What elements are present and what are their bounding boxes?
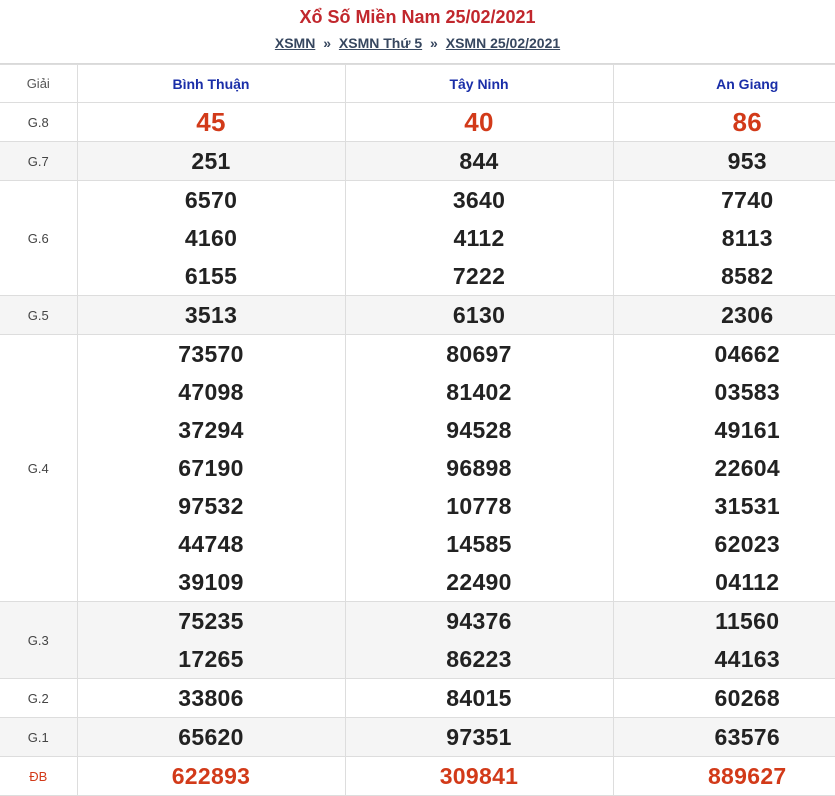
prize-row xyxy=(0,335,835,602)
lottery-number: 04112 xyxy=(614,563,835,601)
lottery-number: 94376 xyxy=(346,602,613,640)
breadcrumb xyxy=(0,34,835,52)
results-table xyxy=(0,64,835,796)
prize-cell xyxy=(345,679,613,718)
prize-cell xyxy=(345,103,613,142)
breadcrumb-xsmn-thu5[interactable]: XSMN Thứ 5 xyxy=(339,35,422,51)
prize-label: G.6 xyxy=(0,181,77,296)
prize-cell xyxy=(613,757,835,796)
lottery-number: 96898 xyxy=(346,449,613,487)
lottery-number: 14585 xyxy=(346,525,613,563)
lottery-number: 75235 xyxy=(78,602,345,640)
lottery-number: 4112 xyxy=(346,219,613,257)
lottery-number: 03583 xyxy=(614,373,835,411)
lottery-number: 49161 xyxy=(614,411,835,449)
prize-cell xyxy=(345,335,613,602)
lottery-number: 65620 xyxy=(78,718,345,756)
prize-cell xyxy=(613,142,835,181)
lottery-number: 844 xyxy=(346,142,613,180)
lottery-number: 40 xyxy=(346,103,613,141)
lottery-number: 86 xyxy=(614,103,835,141)
prize-row xyxy=(0,296,835,335)
lottery-number: 309841 xyxy=(346,757,613,795)
prize-label: G.3 xyxy=(0,602,77,679)
lottery-number: 4160 xyxy=(78,219,345,257)
prize-cell xyxy=(613,181,835,296)
prize-cell xyxy=(77,602,345,679)
province-header-an-giang[interactable]: An Giang xyxy=(613,65,835,103)
lottery-number: 8582 xyxy=(614,257,835,295)
province-header-tay-ninh[interactable]: Tây Ninh xyxy=(345,65,613,103)
lottery-number: 22604 xyxy=(614,449,835,487)
prize-row xyxy=(0,181,835,296)
prize-cell xyxy=(345,718,613,757)
prize-row xyxy=(0,142,835,181)
lottery-number: 7740 xyxy=(614,181,835,219)
lottery-number: 31531 xyxy=(614,487,835,525)
lottery-number: 3640 xyxy=(346,181,613,219)
lottery-number: 94528 xyxy=(346,411,613,449)
prize-row xyxy=(0,679,835,718)
lottery-number: 67190 xyxy=(78,449,345,487)
lottery-number: 62023 xyxy=(614,525,835,563)
lottery-number: 86223 xyxy=(346,640,613,678)
prize-cell xyxy=(613,103,835,142)
prize-cell xyxy=(77,335,345,602)
prize-cell xyxy=(613,602,835,679)
lottery-number: 81402 xyxy=(346,373,613,411)
lottery-number: 80697 xyxy=(346,335,613,373)
prize-label: G.5 xyxy=(0,296,77,335)
page-title: Xổ Số Miền Nam 25/02/2021 xyxy=(0,0,835,28)
prize-cell xyxy=(345,296,613,335)
breadcrumb-separator: » xyxy=(426,35,442,51)
prize-label: G.1 xyxy=(0,718,77,757)
prize-row xyxy=(0,103,835,142)
lottery-number: 7222 xyxy=(346,257,613,295)
lottery-number: 3513 xyxy=(78,296,345,334)
prize-cell xyxy=(77,181,345,296)
page-header xyxy=(0,0,835,64)
prize-label: ĐB xyxy=(0,757,77,796)
lottery-number: 73570 xyxy=(78,335,345,373)
lottery-number: 97351 xyxy=(346,718,613,756)
lottery-number: 84015 xyxy=(346,679,613,717)
prize-cell xyxy=(77,679,345,718)
lottery-number: 97532 xyxy=(78,487,345,525)
prize-column-header: Giải xyxy=(0,65,77,103)
lottery-number: 889627 xyxy=(614,757,835,795)
lottery-number: 8113 xyxy=(614,219,835,257)
breadcrumb-xsmn[interactable]: XSMN xyxy=(275,35,315,51)
prize-cell xyxy=(613,296,835,335)
lottery-number: 63576 xyxy=(614,718,835,756)
lottery-number: 6570 xyxy=(78,181,345,219)
prize-cell xyxy=(77,757,345,796)
lottery-number: 251 xyxy=(78,142,345,180)
prize-cell xyxy=(345,602,613,679)
lottery-number: 6130 xyxy=(346,296,613,334)
lottery-number: 6155 xyxy=(78,257,345,295)
lottery-number: 2306 xyxy=(614,296,835,334)
lottery-number: 37294 xyxy=(78,411,345,449)
lottery-number: 33806 xyxy=(78,679,345,717)
prize-cell xyxy=(613,679,835,718)
lottery-number: 44748 xyxy=(78,525,345,563)
lottery-number: 622893 xyxy=(78,757,345,795)
lottery-number: 60268 xyxy=(614,679,835,717)
prize-cell xyxy=(345,757,613,796)
prize-label: G.8 xyxy=(0,103,77,142)
prize-cell xyxy=(345,142,613,181)
prize-row xyxy=(0,757,835,796)
lottery-number: 39109 xyxy=(78,563,345,601)
lottery-number: 47098 xyxy=(78,373,345,411)
table-header-row xyxy=(0,65,835,103)
lottery-number: 22490 xyxy=(346,563,613,601)
lottery-number: 04662 xyxy=(614,335,835,373)
lottery-number: 44163 xyxy=(614,640,835,678)
prize-body xyxy=(0,103,835,796)
lottery-number: 45 xyxy=(78,103,345,141)
prize-row xyxy=(0,602,835,679)
prize-row xyxy=(0,718,835,757)
lottery-number: 17265 xyxy=(78,640,345,678)
province-header-binh-thuan[interactable]: Bình Thuận xyxy=(77,65,345,103)
prize-cell xyxy=(77,718,345,757)
prize-label: G.2 xyxy=(0,679,77,718)
lottery-number: 11560 xyxy=(614,602,835,640)
prize-cell xyxy=(613,335,835,602)
lottery-number: 953 xyxy=(614,142,835,180)
lottery-number: 10778 xyxy=(346,487,613,525)
prize-label: G.4 xyxy=(0,335,77,602)
breadcrumb-separator: » xyxy=(319,35,335,51)
prize-cell xyxy=(345,181,613,296)
prize-cell xyxy=(613,718,835,757)
prize-cell xyxy=(77,296,345,335)
breadcrumb-xsmn-date[interactable]: XSMN 25/02/2021 xyxy=(446,35,560,51)
prize-cell xyxy=(77,103,345,142)
prize-label: G.7 xyxy=(0,142,77,181)
prize-cell xyxy=(77,142,345,181)
